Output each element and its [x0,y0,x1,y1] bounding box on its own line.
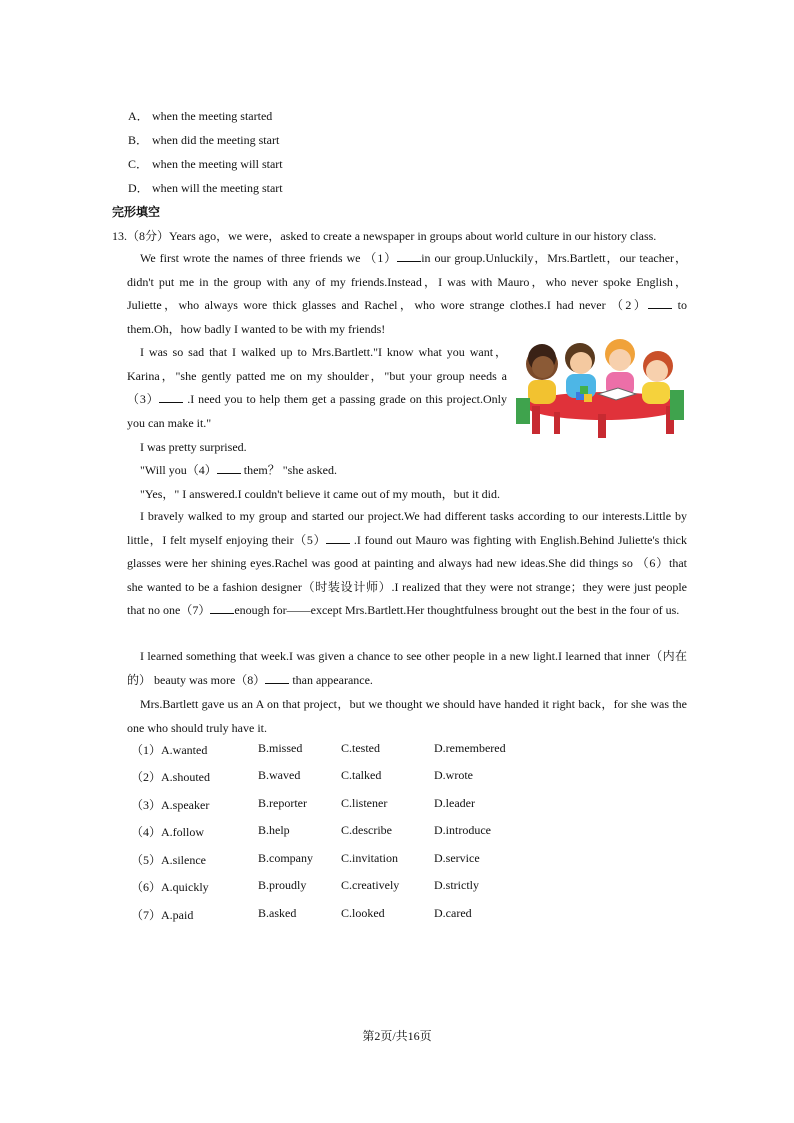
passage-paragraph-3: I was pretty surprised. [140,440,247,454]
passage-paragraph-8: Mrs.Bartlett gave us an A on that project，but we thought we should have handed it right back，for she was the one who should truly have it. [127,697,687,735]
blank-3 [159,391,183,403]
blank-7 [210,602,234,614]
children-around-table-illustration [514,336,686,440]
section-title: 完形填空 [112,205,161,219]
passage-paragraph-5: "Yes，" I answered.I couldn't believe it came out of my mouth，but it did. [140,487,501,501]
passage-paragraph-6: I bravely walked to my group and started our project.We had different tasks according to our interests.Little by little，I felt myself enjoying their（5） .I found out Mauro was fighting with English.Behind Juliette's thick glasses were her shining eyes.Rachel was good at painting and always had new ideas.She did things so （6）that she wanted to be a fashion designer（时装设计师）.I realized that they were not strange；they were just people that no one（7） enough for——except Mrs.Bartlett.Her thoughtfulness brought out the best in the four of us. [127,509,687,618]
passage-paragraph-1: We first wrote the names of three friends we （1） in our group.Unluckily，Mrs.Bartlett，our teacher，didn't put me in the group with any of my friends.Instead，I was with Mauro，who never spoke English，Juliette，who always wore thick glasses and Rachel，who wore strange clothes.I had never （2） to them.Oh，how badly I wanted to be with my friends! [127,251,687,336]
blank-4 [217,462,241,474]
option-a: A． when the meeting started [128,109,273,123]
option-b: B． when did the meeting start [128,133,280,147]
option-d: D． when will the meeting start [128,181,283,195]
blank-1 [397,250,421,262]
blank-5 [326,532,350,544]
passage-paragraph-7: I learned something that week.I was given a chance to see other people in a new light.I learned that inner（内在的） beauty was more（8） than appearance. [127,649,687,687]
passage-paragraph-2: I was so sad that I walked up to Mrs.Bartlett."I know what you want，Karina，"she gently patted me on my shoulder，"but your group needs a （3） .I need you to help them get a passing grade on this project.Only you can make it." [127,345,507,430]
page-footer: 第2页/共16页 [362,1029,432,1043]
option-c: C． when the meeting will start [128,157,283,171]
question-13-intro: 13.（8分）Years ago，we were，asked to create a newspaper in groups about world culture in our history class. [112,229,657,243]
passage-paragraph-4: "Will you（4） them？ "she asked. [140,463,337,477]
blank-2 [648,297,672,309]
blank-8 [265,672,289,684]
